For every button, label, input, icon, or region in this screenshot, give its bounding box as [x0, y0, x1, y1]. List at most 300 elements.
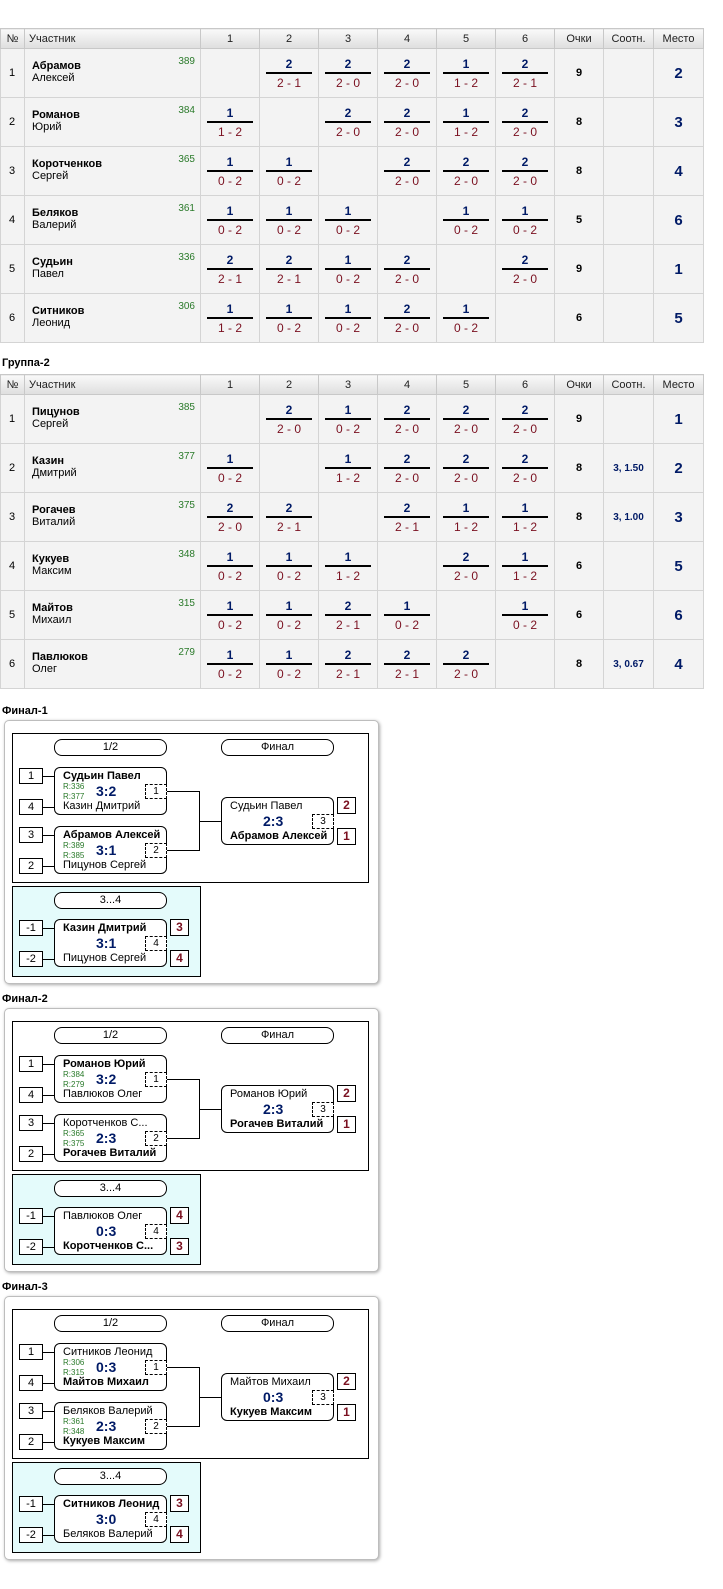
match-rating-bottom: R:315 — [63, 1368, 85, 1377]
player-rating: 384 — [178, 105, 195, 116]
match-number: 3 — [312, 1390, 334, 1405]
column-header: Участник — [25, 375, 201, 395]
connector-line — [167, 1079, 199, 1080]
match-points: 2 — [266, 402, 312, 420]
ratio-cell — [604, 98, 654, 147]
match-points: 2 — [502, 252, 548, 270]
semi-match[interactable] — [54, 1114, 167, 1162]
ratio-cell — [604, 49, 654, 98]
third-place-match[interactable] — [54, 1495, 167, 1543]
match-result-cell[interactable] — [437, 640, 496, 689]
match-result-cell[interactable] — [319, 444, 378, 493]
player-cell[interactable] — [25, 98, 201, 147]
match-score: 2:3 — [263, 813, 284, 829]
connector-line — [167, 791, 199, 792]
match-rating-bottom: R:375 — [63, 1139, 85, 1148]
result-place-box: 3 — [170, 1495, 189, 1512]
column-header: Место — [654, 375, 704, 395]
points-cell: 5 — [555, 196, 604, 245]
points-cell: 9 — [555, 395, 604, 444]
match-result-cell[interactable] — [260, 493, 319, 542]
match-result-cell[interactable] — [496, 196, 555, 245]
match-result-cell[interactable] — [496, 245, 555, 294]
match-points: 1 — [266, 647, 312, 665]
diagonal-cell — [496, 294, 555, 343]
match-points: 1 — [266, 154, 312, 172]
match-result-cell[interactable] — [496, 591, 555, 640]
match-points: 2 — [384, 500, 430, 518]
semi-match[interactable] — [54, 767, 167, 815]
place-cell: 3 — [654, 493, 704, 542]
match-result-cell[interactable] — [201, 444, 260, 493]
column-header: Соотн. — [604, 29, 654, 49]
match-points: 2 — [384, 105, 430, 123]
match-points: 1 — [207, 154, 253, 172]
connector-line — [43, 1216, 54, 1217]
match-result-cell[interactable] — [201, 98, 260, 147]
connector-line — [199, 821, 221, 822]
final-title: Финал-3 — [2, 1281, 48, 1293]
match-bottom-player: Майтов Михаил — [63, 1376, 149, 1388]
match-bottom-player: Павлюков Олег — [63, 1088, 143, 1100]
match-score: 2 - 0 — [217, 519, 242, 534]
match-result-cell[interactable] — [201, 493, 260, 542]
ratio-cell — [604, 245, 654, 294]
match-points: 2 — [502, 451, 548, 469]
bracket-box — [12, 1021, 369, 1171]
match-result-cell[interactable] — [437, 493, 496, 542]
seed-box: 3 — [19, 827, 43, 843]
match-result-cell[interactable] — [378, 640, 437, 689]
column-header: 3 — [319, 375, 378, 395]
match-result-cell[interactable] — [260, 294, 319, 343]
match-score: 3:1 — [96, 935, 117, 951]
semi-match[interactable] — [54, 826, 167, 874]
match-score: 2 - 0 — [453, 470, 478, 485]
match-score: 0 - 2 — [453, 222, 478, 237]
player-cell[interactable] — [25, 395, 201, 444]
match-score: 1 - 2 — [217, 124, 242, 139]
diagonal-cell — [319, 147, 378, 196]
third-place-match[interactable] — [54, 919, 167, 967]
match-result-cell[interactable] — [260, 147, 319, 196]
row-number: 1 — [1, 49, 25, 98]
row-number: 5 — [1, 591, 25, 640]
match-points: 1 — [207, 105, 253, 123]
match-rating-top: R:306 — [63, 1358, 85, 1367]
player-rating: 365 — [178, 154, 195, 165]
table-header-row — [1, 375, 704, 395]
bracket-box — [12, 733, 369, 883]
semi-match[interactable] — [54, 1055, 167, 1103]
player-cell[interactable] — [25, 294, 201, 343]
row-number: 3 — [1, 493, 25, 542]
table-row — [1, 245, 704, 294]
connector-line — [43, 1535, 54, 1536]
match-result-cell[interactable] — [496, 493, 555, 542]
seed-box: -1 — [19, 1496, 43, 1512]
match-score: 0:3 — [96, 1359, 117, 1375]
player-cell[interactable] — [25, 245, 201, 294]
match-result-cell[interactable] — [201, 147, 260, 196]
match-rating-top: R:336 — [63, 782, 85, 791]
match-points: 2 — [443, 647, 489, 665]
match-score: 3:2 — [96, 1071, 117, 1087]
result-place-box: 4 — [170, 1207, 189, 1224]
result-place-box: 2 — [337, 797, 356, 814]
match-result-cell[interactable] — [319, 245, 378, 294]
match-points: 2 — [502, 105, 548, 123]
match-result-cell[interactable] — [437, 542, 496, 591]
match-number: 4 — [145, 1512, 167, 1527]
match-result-cell[interactable] — [378, 294, 437, 343]
match-points: 2 — [384, 402, 430, 420]
match-top-player: Майтов Михаил — [230, 1376, 311, 1388]
round-robin-table — [0, 374, 704, 689]
match-points: 1 — [443, 105, 489, 123]
match-bottom-player: Пицунов Сергей — [63, 952, 147, 964]
place-cell: 5 — [654, 542, 704, 591]
match-result-cell[interactable] — [319, 542, 378, 591]
match-result-cell[interactable] — [319, 294, 378, 343]
connector-line — [43, 1154, 54, 1155]
match-result-cell[interactable] — [319, 640, 378, 689]
match-score: 0 - 2 — [394, 617, 419, 632]
match-points: 1 — [443, 203, 489, 221]
match-result-cell[interactable] — [319, 591, 378, 640]
third-place-box — [12, 1174, 201, 1265]
match-score: 1 - 2 — [335, 568, 360, 583]
match-bottom-player: Кукуев Максим — [230, 1406, 313, 1418]
match-score: 2 - 1 — [394, 519, 419, 534]
connector-line — [167, 1367, 199, 1368]
row-number: 2 — [1, 444, 25, 493]
result-place-box: 1 — [337, 1404, 356, 1421]
player-cell[interactable] — [25, 640, 201, 689]
diagonal-cell — [201, 395, 260, 444]
third-place-match[interactable] — [54, 1207, 167, 1255]
diagonal-cell — [437, 245, 496, 294]
match-result-cell[interactable] — [378, 493, 437, 542]
match-result-cell[interactable] — [319, 98, 378, 147]
match-score: 3:0 — [96, 1511, 117, 1527]
connector-line — [43, 1442, 54, 1443]
match-points: 2 — [384, 154, 430, 172]
diagonal-cell — [201, 49, 260, 98]
round-robin-table — [0, 28, 704, 343]
match-result-cell[interactable] — [201, 640, 260, 689]
diagonal-cell — [437, 591, 496, 640]
match-result-cell[interactable] — [496, 49, 555, 98]
match-points: 1 — [502, 500, 548, 518]
seed-box: 1 — [19, 768, 43, 784]
match-bottom-player: Казин Дмитрий — [63, 800, 141, 812]
ratio-cell — [604, 147, 654, 196]
match-top-player: Судьин Павел — [230, 800, 303, 812]
match-points: 1 — [207, 598, 253, 616]
match-score: 1 - 2 — [453, 124, 478, 139]
final-match[interactable] — [221, 797, 334, 845]
match-points: 1 — [325, 301, 371, 319]
player-last-name: Романов — [32, 109, 80, 121]
match-rating-top: R:361 — [63, 1417, 85, 1426]
seed-box: 4 — [19, 1375, 43, 1391]
match-score: 2 - 0 — [276, 421, 301, 436]
match-number: 4 — [145, 1224, 167, 1239]
match-score: 2 - 0 — [394, 75, 419, 90]
final-round-label: Финал — [221, 1315, 334, 1332]
player-first-name: Сергей — [32, 418, 69, 430]
match-rating-top: R:389 — [63, 841, 85, 850]
match-points: 1 — [502, 598, 548, 616]
match-result-cell[interactable] — [496, 444, 555, 493]
connector-line — [43, 1123, 54, 1124]
semi-match[interactable] — [54, 1402, 167, 1450]
semi-round-label: 1/2 — [54, 739, 167, 756]
match-result-cell[interactable] — [260, 196, 319, 245]
connector-line — [43, 866, 54, 867]
match-points: 2 — [325, 56, 371, 74]
ratio-cell — [604, 542, 654, 591]
match-score: 0 - 2 — [217, 666, 242, 681]
match-points: 2 — [266, 252, 312, 270]
column-header: 5 — [437, 29, 496, 49]
match-number: 1 — [145, 1072, 167, 1087]
place-cell: 3 — [654, 98, 704, 147]
match-points: 2 — [502, 402, 548, 420]
connector-line — [43, 835, 54, 836]
match-result-cell[interactable] — [378, 591, 437, 640]
match-result-cell[interactable] — [378, 147, 437, 196]
ratio-cell — [604, 395, 654, 444]
place-cell: 4 — [654, 147, 704, 196]
match-result-cell[interactable] — [437, 98, 496, 147]
final-match[interactable] — [221, 1373, 334, 1421]
match-result-cell[interactable] — [260, 395, 319, 444]
connector-line — [167, 1426, 199, 1427]
final-match[interactable] — [221, 1085, 334, 1133]
player-first-name: Михаил — [32, 614, 72, 626]
match-result-cell[interactable] — [201, 542, 260, 591]
third-round-label: 3...4 — [54, 1468, 167, 1485]
player-cell[interactable] — [25, 493, 201, 542]
match-result-cell[interactable] — [378, 395, 437, 444]
match-score: 0 - 2 — [217, 568, 242, 583]
place-cell: 1 — [654, 395, 704, 444]
match-number: 4 — [145, 936, 167, 951]
match-score: 2:3 — [263, 1101, 284, 1117]
result-place-box: 3 — [170, 919, 189, 936]
player-last-name: Пицунов — [32, 406, 80, 418]
table-row — [1, 493, 704, 542]
match-result-cell[interactable] — [260, 245, 319, 294]
match-score: 1 - 2 — [217, 320, 242, 335]
column-header: 6 — [496, 29, 555, 49]
player-cell[interactable] — [25, 196, 201, 245]
connector-line — [43, 1064, 54, 1065]
match-score: 1 - 2 — [512, 568, 537, 583]
player-first-name: Сергей — [32, 170, 69, 182]
match-result-cell[interactable] — [319, 196, 378, 245]
match-score: 2:3 — [96, 1418, 117, 1434]
match-result-cell[interactable] — [260, 49, 319, 98]
third-place-box — [12, 886, 201, 977]
match-points: 2 — [207, 252, 253, 270]
match-result-cell[interactable] — [437, 444, 496, 493]
match-points: 1 — [443, 500, 489, 518]
connector-line — [43, 1504, 54, 1505]
seed-box: 1 — [19, 1344, 43, 1360]
match-rating-bottom: R:279 — [63, 1080, 85, 1089]
match-score: 2 - 0 — [394, 421, 419, 436]
third-place-box — [12, 1462, 201, 1553]
match-number: 3 — [312, 1102, 334, 1117]
points-cell: 9 — [555, 245, 604, 294]
match-result-cell[interactable] — [496, 147, 555, 196]
final-panel — [4, 720, 379, 984]
match-points: 1 — [325, 451, 371, 469]
result-place-box: 2 — [337, 1085, 356, 1102]
match-score: 2 - 0 — [453, 666, 478, 681]
match-score: 2 - 0 — [512, 470, 537, 485]
seed-box: -2 — [19, 951, 43, 967]
connector-line — [43, 1352, 54, 1353]
match-result-cell[interactable] — [378, 49, 437, 98]
seed-box: -2 — [19, 1527, 43, 1543]
seed-box: -1 — [19, 920, 43, 936]
match-result-cell[interactable] — [496, 395, 555, 444]
connector-line — [43, 1383, 54, 1384]
match-points: 1 — [384, 598, 430, 616]
player-last-name: Кукуев — [32, 553, 70, 565]
connector-line — [43, 776, 54, 777]
row-number: 3 — [1, 147, 25, 196]
match-score: 2 - 0 — [512, 271, 537, 286]
points-cell: 8 — [555, 640, 604, 689]
match-result-cell[interactable] — [437, 196, 496, 245]
match-result-cell[interactable] — [260, 640, 319, 689]
match-result-cell[interactable] — [378, 245, 437, 294]
seed-box: 4 — [19, 1087, 43, 1103]
final-panel — [4, 1296, 379, 1560]
player-rating: 336 — [178, 252, 195, 263]
match-score: 0 - 2 — [276, 320, 301, 335]
match-bottom-player: Коротченков С... — [63, 1240, 154, 1252]
points-cell: 6 — [555, 294, 604, 343]
player-cell[interactable] — [25, 147, 201, 196]
match-points: 1 — [266, 598, 312, 616]
row-number: 6 — [1, 640, 25, 689]
player-cell[interactable] — [25, 591, 201, 640]
match-score: 0 - 2 — [217, 617, 242, 632]
column-header: 6 — [496, 375, 555, 395]
match-result-cell[interactable] — [437, 395, 496, 444]
match-result-cell[interactable] — [437, 49, 496, 98]
match-score: 2 - 0 — [453, 568, 478, 583]
match-result-cell[interactable] — [260, 591, 319, 640]
player-last-name: Павлюков — [32, 651, 88, 663]
place-cell: 2 — [654, 444, 704, 493]
player-last-name: Майтов — [32, 602, 73, 614]
semi-round-label: 1/2 — [54, 1027, 167, 1044]
match-score: 2 - 1 — [512, 75, 537, 90]
match-points: 1 — [207, 451, 253, 469]
match-result-cell[interactable] — [319, 49, 378, 98]
match-score: 2 - 1 — [335, 617, 360, 632]
match-score: 0 - 2 — [276, 617, 301, 632]
match-score: 3:2 — [96, 783, 117, 799]
points-cell: 8 — [555, 147, 604, 196]
match-score: 2 - 0 — [394, 470, 419, 485]
connector-line — [43, 1095, 54, 1096]
match-points: 1 — [325, 549, 371, 567]
column-header: Очки — [555, 29, 604, 49]
match-result-cell[interactable] — [201, 245, 260, 294]
match-result-cell[interactable] — [201, 591, 260, 640]
match-result-cell[interactable] — [496, 98, 555, 147]
match-number: 2 — [145, 1131, 167, 1146]
match-points: 2 — [384, 647, 430, 665]
table-row — [1, 294, 704, 343]
match-points: 1 — [443, 301, 489, 319]
place-cell: 2 — [654, 49, 704, 98]
match-result-cell[interactable] — [437, 294, 496, 343]
match-result-cell[interactable] — [378, 98, 437, 147]
table-row — [1, 49, 704, 98]
match-result-cell[interactable] — [319, 395, 378, 444]
player-rating: 348 — [178, 549, 195, 560]
match-score: 1 - 2 — [335, 470, 360, 485]
match-result-cell[interactable] — [260, 542, 319, 591]
match-score: 2 - 0 — [453, 173, 478, 188]
player-last-name: Абрамов — [32, 60, 81, 72]
row-number: 2 — [1, 98, 25, 147]
diagonal-cell — [319, 493, 378, 542]
player-cell[interactable] — [25, 444, 201, 493]
player-rating: 361 — [178, 203, 195, 214]
column-header: 4 — [378, 375, 437, 395]
match-bottom-player: Абрамов Алексей — [230, 830, 328, 842]
match-result-cell[interactable] — [378, 444, 437, 493]
row-number: 5 — [1, 245, 25, 294]
column-header: Соотн. — [604, 375, 654, 395]
points-cell: 6 — [555, 591, 604, 640]
match-score: 0 - 2 — [335, 320, 360, 335]
match-result-cell[interactable] — [201, 294, 260, 343]
semi-match[interactable] — [54, 1343, 167, 1391]
column-header: 2 — [260, 29, 319, 49]
match-bottom-player: Беляков Валерий — [63, 1528, 153, 1540]
player-cell[interactable] — [25, 49, 201, 98]
match-result-cell[interactable] — [201, 196, 260, 245]
player-first-name: Олег — [32, 663, 57, 675]
match-score: 2 - 1 — [276, 75, 301, 90]
match-score: 2 - 0 — [512, 421, 537, 436]
match-score: 2 - 0 — [453, 421, 478, 436]
match-score: 0 - 2 — [217, 222, 242, 237]
connector-line — [43, 1411, 54, 1412]
match-result-cell[interactable] — [437, 147, 496, 196]
final-title: Финал-1 — [2, 705, 48, 717]
match-top-player: Ситников Леонид — [63, 1498, 160, 1510]
player-cell[interactable] — [25, 542, 201, 591]
player-first-name: Дмитрий — [32, 467, 77, 479]
match-score: 0 - 2 — [335, 222, 360, 237]
match-points: 2 — [266, 500, 312, 518]
ratio-cell: 3, 0.67 — [604, 640, 654, 689]
match-result-cell[interactable] — [496, 542, 555, 591]
match-points: 2 — [384, 301, 430, 319]
